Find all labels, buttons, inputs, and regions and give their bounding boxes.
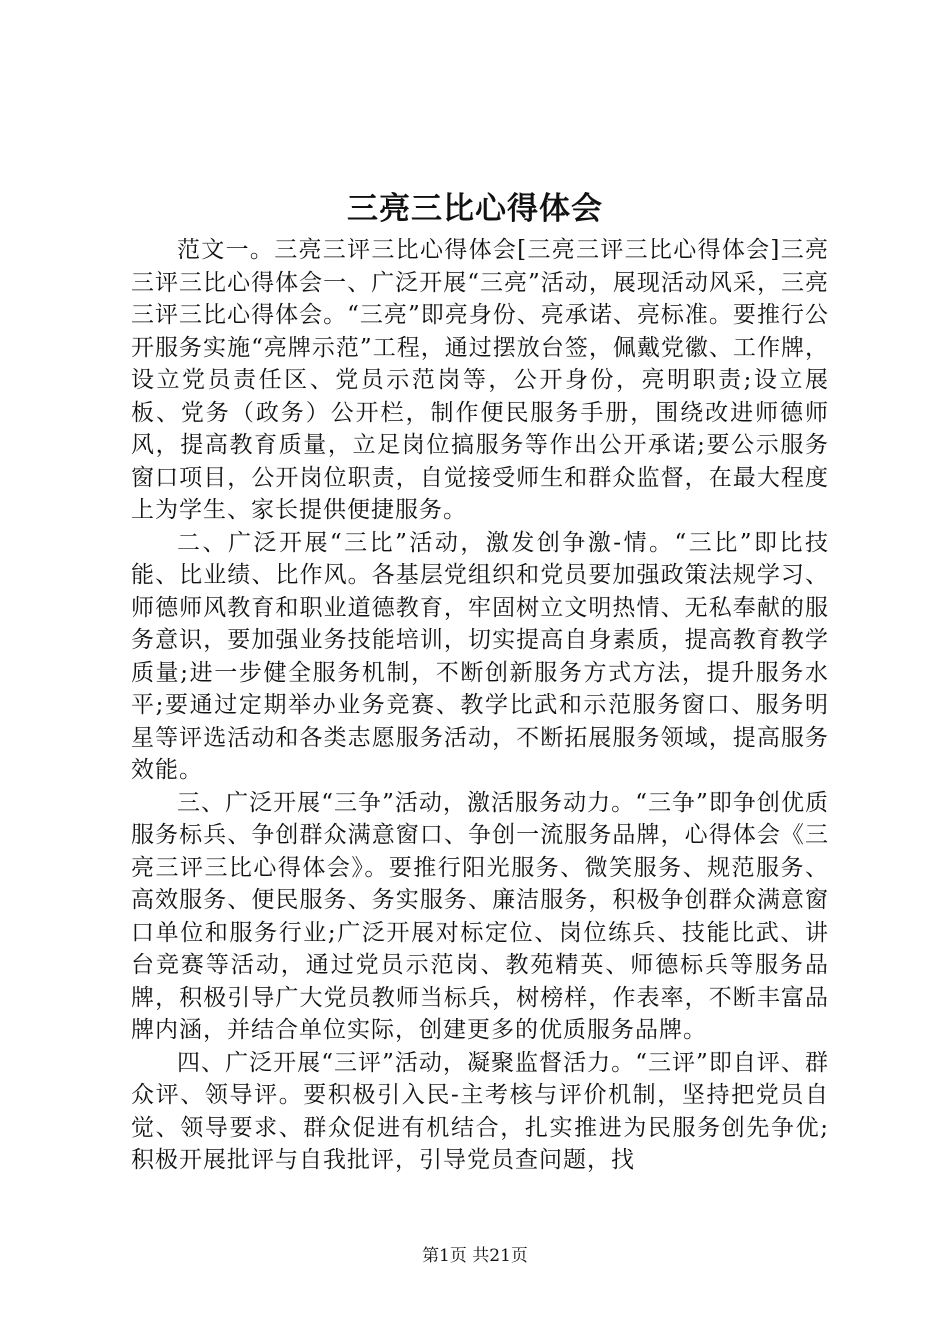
paragraph-4: 四、广泛开展“三评”活动，凝聚监督活力。“三评”即自评、群众评、领导评。要积极引入民-主考核与评价机制，坚持把党员自觉、领导要求、群众促进有机结合，扎实推进为民服务创先争优;积极开展批评与自我批评，引导党员查问题，找 <box>131 1049 829 1173</box>
page-number-footer: 第1页 共21页 <box>422 1246 528 1266</box>
paragraph-2: 二、广泛开展“三比”活动，激发创争激-情。“三比”即比技能、比业绩、比作风。各基层党组织和党员要加强政策法规学习、师德师风教育和职业道德教育，牢固树立文明热情、无私奉献的服务意识，要加强业务技能培训，切实提高自身素质，提高教育教学质量;进一步健全服务机制，不断创新服务方式方法，提升服务水平;要通过定期举办业务竞赛、教学比武和示范服务窗口、服务明星等评选活动和各类志愿服务活动，不断拓展服务领域，提高服务效能。 <box>131 529 829 783</box>
paragraph-3: 三、广泛开展“三争”活动，激活服务动力。“三争”即争创优质服务标兵、争创群众满意窗口、争创一流服务品牌，心得体会《三亮三评三比心得体会》。要推行阳光服务、微笑服务、规范服务、高效服务、便民服务、务实服务、廉洁服务，积极争创群众满意窗口单位和服务行业;广泛开展对标定位、岗位练兵、技能比武、讲台竞赛等活动，通过党员示范岗、教苑精英、师德标兵等服务品牌，积极引导广大党员教师当标兵，树榜样，作表率，不断丰富品牌内涵，并结合单位实际，创建更多的优质服务品牌。 <box>131 789 829 1043</box>
paragraph-1: 范文一。三亮三评三比心得体会[三亮三评三比心得体会]三亮三评三比心得体会一、广泛开展“三亮”活动，展现活动风采，三亮三评三比心得体会。“三亮”即亮身份、亮承诺、亮标准。要推行公开服务实施“亮牌示范”工程，通过摆放台签，佩戴党徽、工作牌，设立党员责任区、党员示范岗等，公开身份，亮明职责;设立展板、党务（政务）公开栏，制作便民服务手册，围绕改进师德师风，提高教育质量，立足岗位搞服务等作出公开承诺;要公示服务窗口项目，公开岗位职责，自觉接受师生和群众监督，在最大程度上为学生、家长提供便捷服务。 <box>131 237 829 523</box>
document-body <box>131 234 829 1177</box>
document-title: 三亮三比心得体会 <box>347 191 603 227</box>
